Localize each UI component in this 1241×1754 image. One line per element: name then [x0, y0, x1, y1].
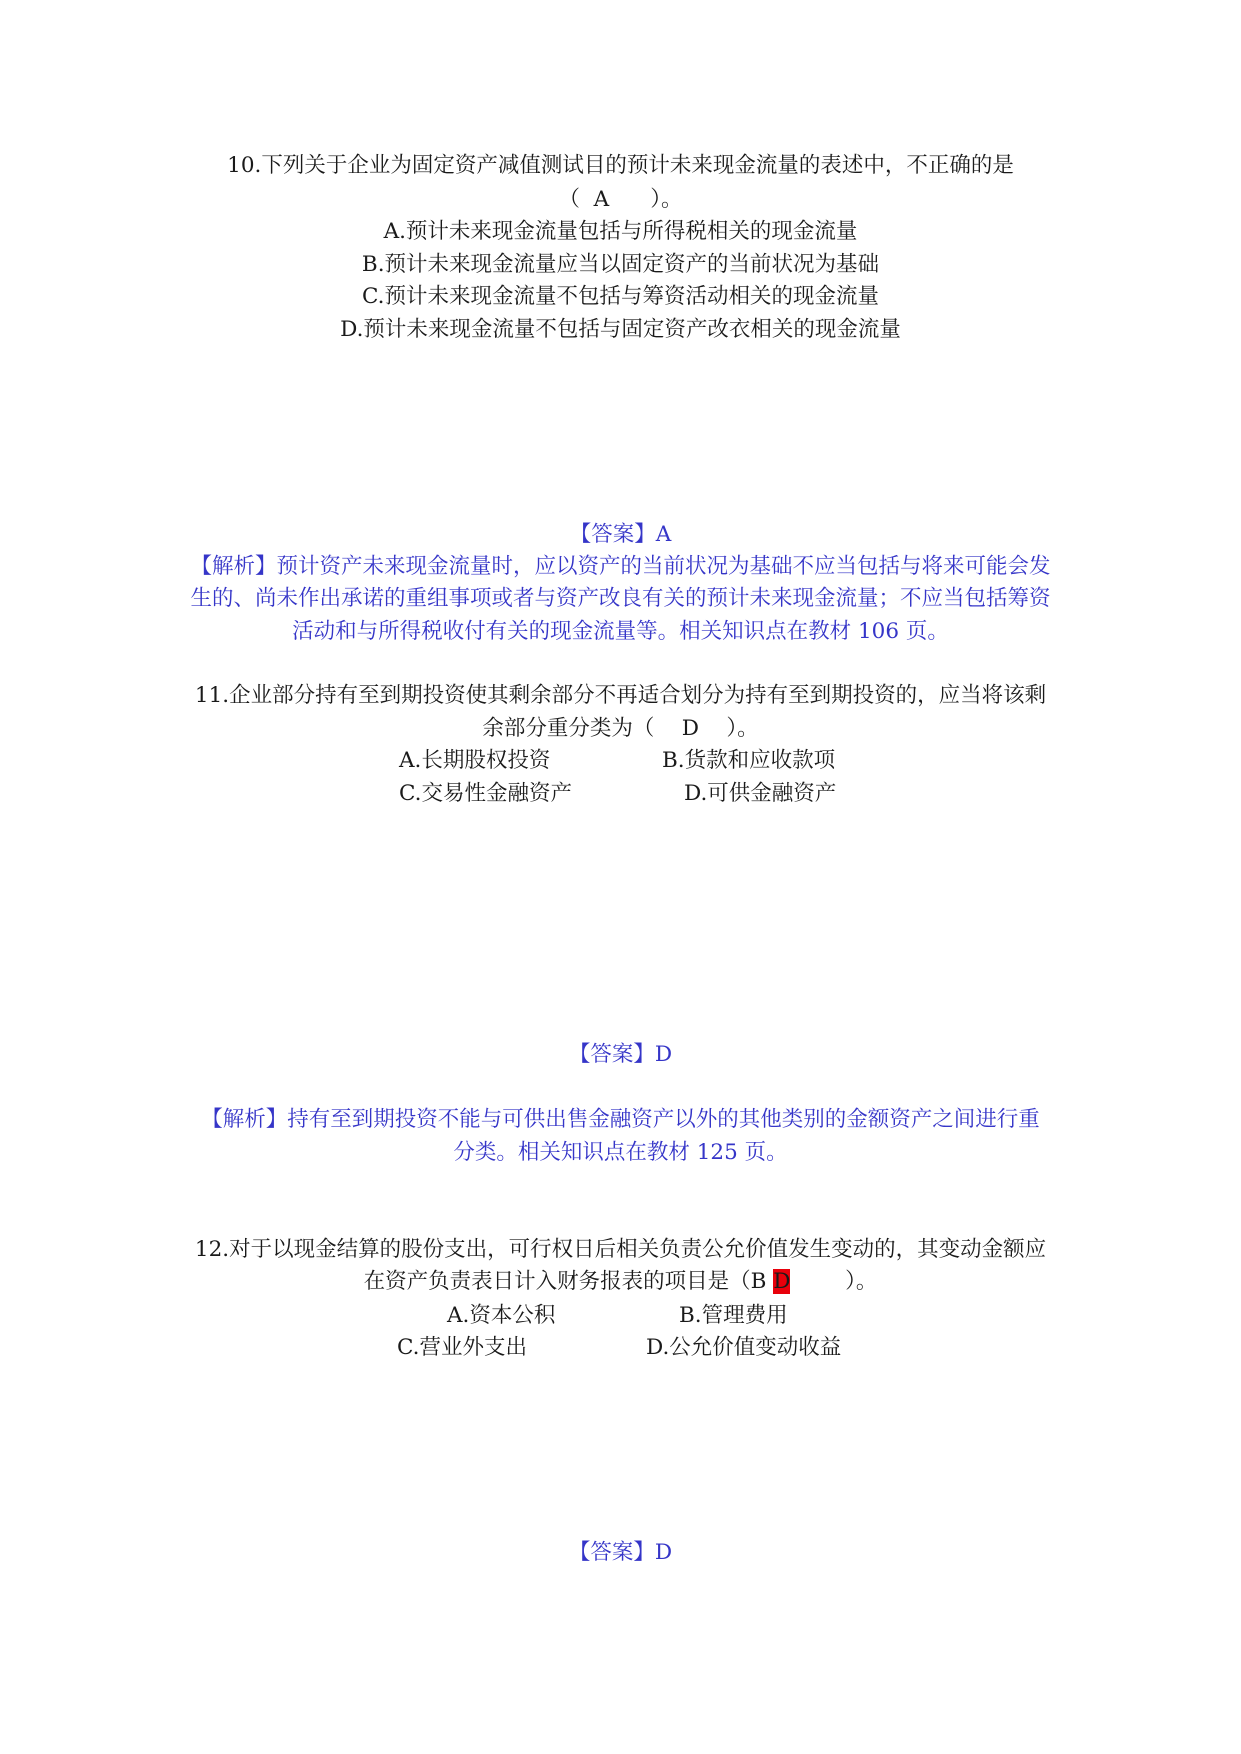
q11-stem-line1: 11.企业部分持有至到期投资使其剩余部分不再适合划分为持有至到期投资的，应当将该剩	[194, 683, 1047, 708]
q11-stem-line2: 余部分重分类为（ D ）。	[482, 716, 759, 741]
q11-answer: 【答案】D	[568, 1042, 673, 1067]
q10-option-c: C.预计未来现金流量不包括与筹资活动相关的现金流量	[361, 284, 880, 309]
q10-stem-line2: （ A ）。	[558, 187, 683, 212]
q10-stem-line1: 10.下列关于企业为固定资产减值测试目的预计未来现金流量的表述中，不正确的是	[227, 153, 1014, 178]
q10-answer: 【答案】A	[569, 522, 672, 547]
q12-option-c: C.营业外支出	[397, 1335, 528, 1360]
q12-option-a: A.资本公积	[447, 1303, 556, 1328]
q11-analysis-line2: 分类。相关知识点在教材 125 页。	[453, 1140, 788, 1165]
q12-stem-line2	[0, 1269, 1241, 1295]
q10-option-d: D.预计未来现金流量不包括与固定资产改衣相关的现金流量	[340, 317, 901, 342]
q12-option-d: D.公允价值变动收益	[646, 1335, 842, 1360]
q10-option-b: B.预计未来现金流量应当以固定资产的当前状况为基础	[361, 252, 880, 277]
q11-option-c: C.交易性金融资产	[399, 781, 573, 806]
q11-option-a: A.长期股权投资	[399, 748, 551, 773]
q12-highlighted-answer: D	[773, 1269, 791, 1294]
q10-option-a: A.预计未来现金流量包括与所得税相关的现金流量	[383, 219, 858, 244]
q10-analysis-line3: 活动和与所得税收付有关的现金流量等。相关知识点在教材 106 页。	[292, 619, 949, 644]
q12-stem-line2-text: 在资产负责表日计入财务报表的项目是（B	[363, 1269, 774, 1294]
q12-stem-line2-close: ）。	[790, 1269, 878, 1294]
q11-option-b: B.货款和应收款项	[662, 748, 836, 773]
q11-option-d: D.可供金融资产	[684, 781, 837, 806]
q11-analysis-line1: 【解析】持有至到期投资不能与可供出售金融资产以外的其他类别的金额资产之间进行重	[201, 1107, 1040, 1132]
q10-analysis-line1: 【解析】预计资产未来现金流量时，应以资产的当前状况为基础不应当包括与将来可能会发	[190, 554, 1051, 579]
q12-stem-line1: 12.对于以现金结算的股份支出，可行权日后相关负责公允价值发生变动的，其变动金额应	[194, 1237, 1047, 1262]
q12-option-b: B.管理费用	[679, 1303, 788, 1328]
q12-answer: 【答案】D	[568, 1540, 673, 1565]
q10-analysis-line2: 生的、尚未作出承诺的重组事项或者与资产改良有关的预计未来现金流量；不应当包括筹资	[190, 586, 1051, 611]
